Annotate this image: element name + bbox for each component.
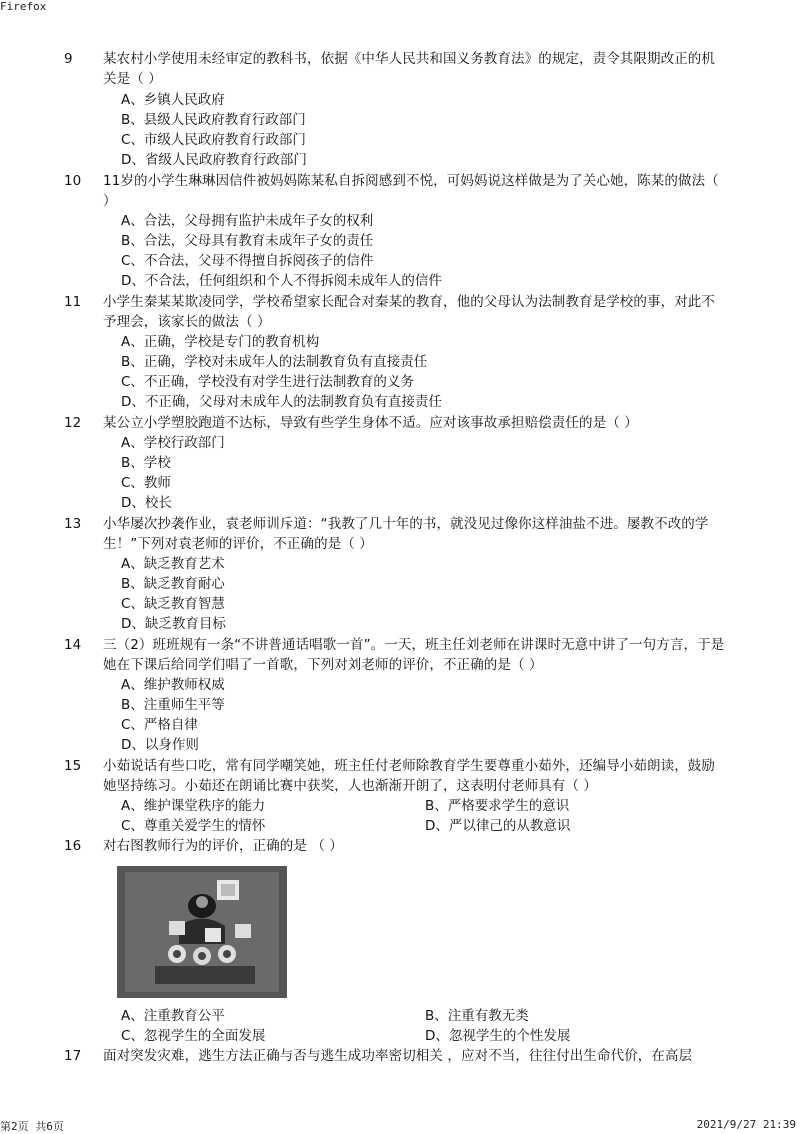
option-b: B、学校	[121, 455, 171, 471]
teacher-photo-image	[117, 866, 287, 998]
question-text: 某公立小学塑胶跑道不达标，导致有些学生身体不适。应对该事故承担赔偿责任的是（ ）	[103, 415, 638, 431]
question-text: 三（2）班班规有一条“不讲普通话唱歌一首”。一天，班主任刘老师在讲课时无意中讲了一句方言，于是她在下课后给同学们唱了一首歌，下列对刘老师的评价，不正确的是（ ）	[103, 637, 725, 673]
option-d: D、缺乏教育目标	[121, 616, 226, 632]
option-d: D、严以律己的从教意识	[425, 818, 571, 834]
print-datetime: 2021/9/27 21:39	[696, 1118, 796, 1131]
option-a: A、维护课堂秩序的能力	[121, 798, 266, 814]
question-text: 面对突发灾难，逃生方法正确与否与逃生成功率密切相关 ，应对不当，往往付出生命代价，在高层	[103, 1048, 693, 1064]
question-number: 11	[64, 294, 82, 310]
option-d: D、不正确，父母对未成年人的法制教育负有直接责任	[121, 394, 442, 410]
option-b: B、县级人民政府教育行政部门	[121, 112, 306, 128]
question-number: 16	[64, 838, 82, 854]
option-c: C、教师	[121, 475, 171, 491]
option-d: D、省级人民政府教育行政部门	[121, 152, 307, 168]
question-number: 17	[64, 1048, 82, 1064]
option-b: B、缺乏教育耐心	[121, 576, 225, 592]
question-text: 对右图教师行为的评价，正确的是 （ ）	[103, 838, 343, 854]
question-number: 15	[64, 758, 82, 774]
browser-title: Firefox	[0, 0, 47, 13]
question-text: 11岁的小学生琳琳因信件被妈妈陈某私自拆阅感到不悦，可妈妈说这样做是为了关心她，陈某的做法（ ）	[103, 173, 719, 209]
option-d: D、忽视学生的个性发展	[425, 1028, 571, 1044]
option-a: A、合法，父母拥有监护未成年子女的权利	[121, 213, 374, 229]
option-c: C、不正确，学校没有对学生进行法制教育的义务	[121, 374, 414, 390]
option-d: D、不合法，任何组织和个人不得拆阅未成年人的信件	[121, 273, 442, 289]
page-indicator: 第2页 共6页	[0, 1120, 64, 1133]
question-number: 10	[64, 173, 82, 189]
question-text: 某农村小学使用未经审定的教科书，依据《中华人民共和国义务教育法》的规定，责令其限期改正的机关是（ ）	[103, 51, 715, 87]
question-number: 14	[64, 637, 82, 653]
option-c: C、忽视学生的全面发展	[121, 1028, 266, 1044]
option-c: C、缺乏教育智慧	[121, 596, 225, 612]
option-d: D、校长	[121, 495, 172, 511]
question-number: 9	[64, 51, 73, 67]
question-number: 12	[64, 415, 82, 431]
question-number: 13	[64, 516, 82, 532]
option-c: C、不合法，父母不得擅自拆阅孩子的信件	[121, 253, 374, 269]
option-a: A、正确，学校是专门的教育机构	[121, 334, 320, 350]
classroom-photo	[117, 866, 287, 998]
option-c: C、市级人民政府教育行政部门	[121, 132, 306, 148]
option-b: B、注重有教无类	[425, 1008, 529, 1024]
option-b: B、注重师生平等	[121, 697, 225, 713]
option-a: A、乡镇人民政府	[121, 92, 225, 108]
option-b: B、严格要求学生的意识	[425, 798, 570, 814]
option-c: C、严格自律	[121, 717, 198, 733]
option-a: A、学校行政部门	[121, 435, 225, 451]
question-text: 小茹说话有些口吃，常有同学嘲笑她，班主任付老师除教育学生要尊重小茹外，还编导小茹朗读，鼓励她坚持练习。小茹还在朗诵比赛中获奖，人也渐渐开朗了，这表明付老师具有（ ）	[103, 758, 715, 794]
question-text: 小学生秦某某欺凌同学，学校希望家长配合对秦某的教育，他的父母认为法制教育是学校的事，对此不予理会，该家长的做法（ ）	[103, 294, 715, 330]
option-d: D、以身作则	[121, 737, 199, 753]
option-b: B、合法，父母具有教育未成年子女的责任	[121, 233, 374, 249]
option-a: A、注重教育公平	[121, 1008, 225, 1024]
option-a: A、缺乏教育艺术	[121, 556, 225, 572]
option-a: A、维护教师权威	[121, 677, 225, 693]
option-b: B、正确，学校对未成年人的法制教育负有直接责任	[121, 354, 428, 370]
question-text: 小华屡次抄袭作业，袁老师训斥道：“我教了几十年的书，就没见过像你这样油盐不进。屡教不改的学生！”下列对袁老师的评价，不正确的是（ ）	[103, 516, 709, 552]
option-c: C、尊重关爱学生的情怀	[121, 818, 266, 834]
